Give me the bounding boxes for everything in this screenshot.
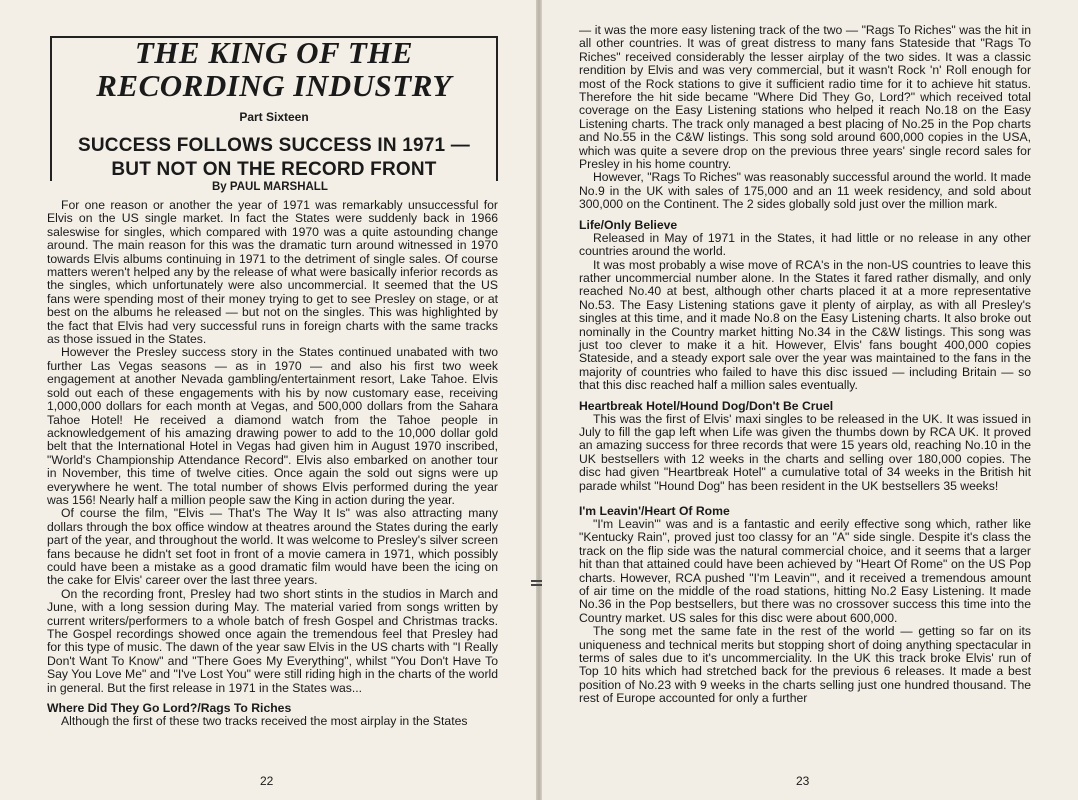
- article-subtitle: [52, 134, 496, 182]
- body-paragraph: "I'm Leavin'" was and is a fantastic and eerily effective song which, rather like "Kentucky Rain", proved just too classy for an "A" side single. Despite it's class the track on the flip side was the natural commercial choice, and it seems that a larger hit than that attained could have been achieved by "Heart Of Rome" on the US Pop charts. However, RCA pushed "I'm Leavin'", and it received a tremendous amount of air time on the middle of the road stations, hitting No.2 Easy Listening. It made No.36 in the Pop bestsellers, but there was no crossover success this time into the Country market. US sales for this disc were about 600,000.: [579, 517, 1031, 625]
- body-paragraph: Of course the film, "Elvis — That's The Way It Is" was also attracting many dollars through the box office window at theatres around the States during the early part of the year, and throughout the world. It was welcome to Presley's silver screen fans because he didn't set foot in front of a movie camera in 1971, which possibly could have been a mistake as a good dramatic film would have been the icing on the cake for Elvis' career over the last three years.: [47, 506, 498, 588]
- subtitle-line1: SUCCESS FOLLOWS SUCCESS IN 1971 —: [78, 135, 470, 156]
- byline: By PAUL MARSHALL: [208, 181, 332, 193]
- section-heading: Where Did They Go Lord?/Rags To Riches: [47, 701, 292, 716]
- subtitle-line2: BUT NOT ON THE RECORD FRONT: [111, 159, 437, 180]
- left-page: [0, 0, 536, 800]
- part-label: Part Sixteen: [239, 110, 309, 124]
- right-body-column: [579, 24, 1031, 706]
- section-heading: Life/Only Believe: [579, 217, 678, 232]
- article-title: [52, 36, 496, 102]
- page-number: 23: [796, 774, 810, 788]
- left-body-column: [47, 199, 498, 728]
- body-paragraph: On the recording front, Presley had two short stints in the studios in March and June, with a long session during May. The material varied from songs written by current writers/performers to a whole batch of fresh Gospel and Christmas tracks. The Gospel recordings showed once again the tremendous feel that Presley had for this type of music. The dawn of the year saw Elvis in the US charts with "I Really Don't Want To Know" and "There Goes My Everything", whilst "You Don't Have To Say You Love Me" and "I've Lost You" were still riding high in the charts of the world in general. But the first release in 1971 in the States was...: [47, 586, 498, 695]
- body-paragraph: This was the first of Elvis' maxi singles to be released in the UK. It was issued in July to fill the gap left when Life was given the thumbs down by RCA UK. It proved an amazing success for three records that were 15 years old, reaching No.10 in the UK bestsellers with 12 weeks in the charts and selling over 180,000 copies. The disc had given "Heartbreak Hotel" a cumulative total of 34 weeks in the British hit parade whilst "Hound Dog" has been resident in the UK bestsellers 35 weeks!: [579, 411, 1031, 493]
- body-paragraph: Although the first of these two tracks received the most airplay in the States: [61, 714, 468, 729]
- title-box: [50, 36, 498, 194]
- article-title-line2: RECORDING INDUSTRY: [96, 68, 452, 103]
- body-paragraph: The song met the same fate in the rest of the world — getting so far on its uniqueness and technical merits but stopping short of doing anything spectacular in terms of sales due to it's uncommerciality. In the UK this track broke Elvis' run of Top 10 hits which had stretched back for the previous 6 releases. It made a best position of No.23 with 9 weeks in the charts selling just one hundred thousand. The rest of Europe accounted for only a further: [579, 624, 1031, 706]
- body-paragraph: However, "Rags To Riches" was reasonably successful around the world. It made No.9 in the UK with sales of 175,000 and an 11 week residency, and sold about 300,000 on the Continent. The 2 sides globally sold just over the million mark.: [579, 170, 1031, 212]
- page-number: 22: [260, 774, 274, 788]
- body-paragraph: — it was the more easy listening track of the two — "Rags To Riches" was the hit in all other countries. It was of great distress to many fans Stateside that "Rags To Riches" received considerably the lesser airplay of the two sides. It was a classic rendition by Elvis and was very commercial, but it wasn't Rock 'n' Roll enough for most of the Rock stations to give it sufficient radio time for it to achieve hit status. Therefore the hit side became "Where Did They Go, Lord?" which received total coverage on the Easy Listening stations who helped it reach No.18 on the Easy Listening charts. The track only managed a best placing of No.25 in the Pop charts and No.55 in the C&W listings. This song sold around 600,000 copies in the USA, which was quite a severe drop on the previous three years' single record sales for Presley in his home country.: [579, 23, 1031, 172]
- body-paragraph: For one reason or another the year of 1971 was remarkably unsuccessful for Elvis on the US single market. In fact the States were suddenly back in 1966 saleswise for singles, which compared with 1970 was a quite astounding change around. The main reason for this was the dramatic turn around witnessed in 1970 towards Elvis albums continuing in 1971 to the detriment of single sales. Of course matters weren't helped any by the release of what were basically inferior records as the singles, which unfortunately were also uncommercial. It seemed that the US fans were spending most of their money trying to get to see Presley on stage, or at best on the albums he released — but not on the singles. This was highlighted by the fact that Elvis had very successful runs in foreign charts with the same tracks as those issued in the States.: [47, 198, 498, 347]
- byline-row: [50, 181, 498, 197]
- article-title-line1: THE KING OF THE: [134, 35, 414, 70]
- section-heading: Heartbreak Hotel/Hound Dog/Don't Be Cruel: [579, 398, 834, 413]
- body-paragraph: Released in May of 1971 in the States, it had little or no release in any other countries around the world.: [579, 230, 1031, 259]
- body-paragraph: It was most probably a wise move of RCA's in the non-US countries to leave this rather uncommercial number alone. In the States it fared rather dismally, and only reached No.40 at best, although other charts placed it at a more representative No.53. The Easy Listening stations gave it plenty of airplay, as with all Presley's singles at this time, and it made No.8 on the Easy Listening charts. It also broke out nominally in the Country market hitting No.34 in the C&W listings. This song was just too clever to make it a hit. However, Elvis' fans bought 400,000 copies Stateside, and a steady export sale over the year was maintained to the fans in the majority of countries who failed to have this disc issued — including Britain — so that this disc reached half a million sales eventually.: [579, 257, 1031, 393]
- body-paragraph: However the Presley success story in the States continued unabated with two further Las Vegas seasons — as in 1970 — and also his first two week engagement at another Nevada gambling/entertainment resort, Lake Tahoe. Elvis sold out each of these engagements with his by now customary ease, receiving 1,000,000 dollars for each month at Vegas, and 500,000 dollars from the Sahara Tahoe Hotel! He received a diamond watch from the Tahoe people in acknowledgement of his amazing drawing power to add to the 10,000 dollar gold belt that the International Hotel in Vegas had given him in August 1970 inscribed, "World's Championship Attendance Record". Elvis also embarked on another tour in November, this time of twelve cities. Once again the sold out signs were up everywhere he went. The total number of shows Elvis performed during the year was 156! Nearly half a million people saw the King in action during the year.: [47, 345, 498, 507]
- section-heading: I'm Leavin'/Heart Of Rome: [579, 504, 730, 518]
